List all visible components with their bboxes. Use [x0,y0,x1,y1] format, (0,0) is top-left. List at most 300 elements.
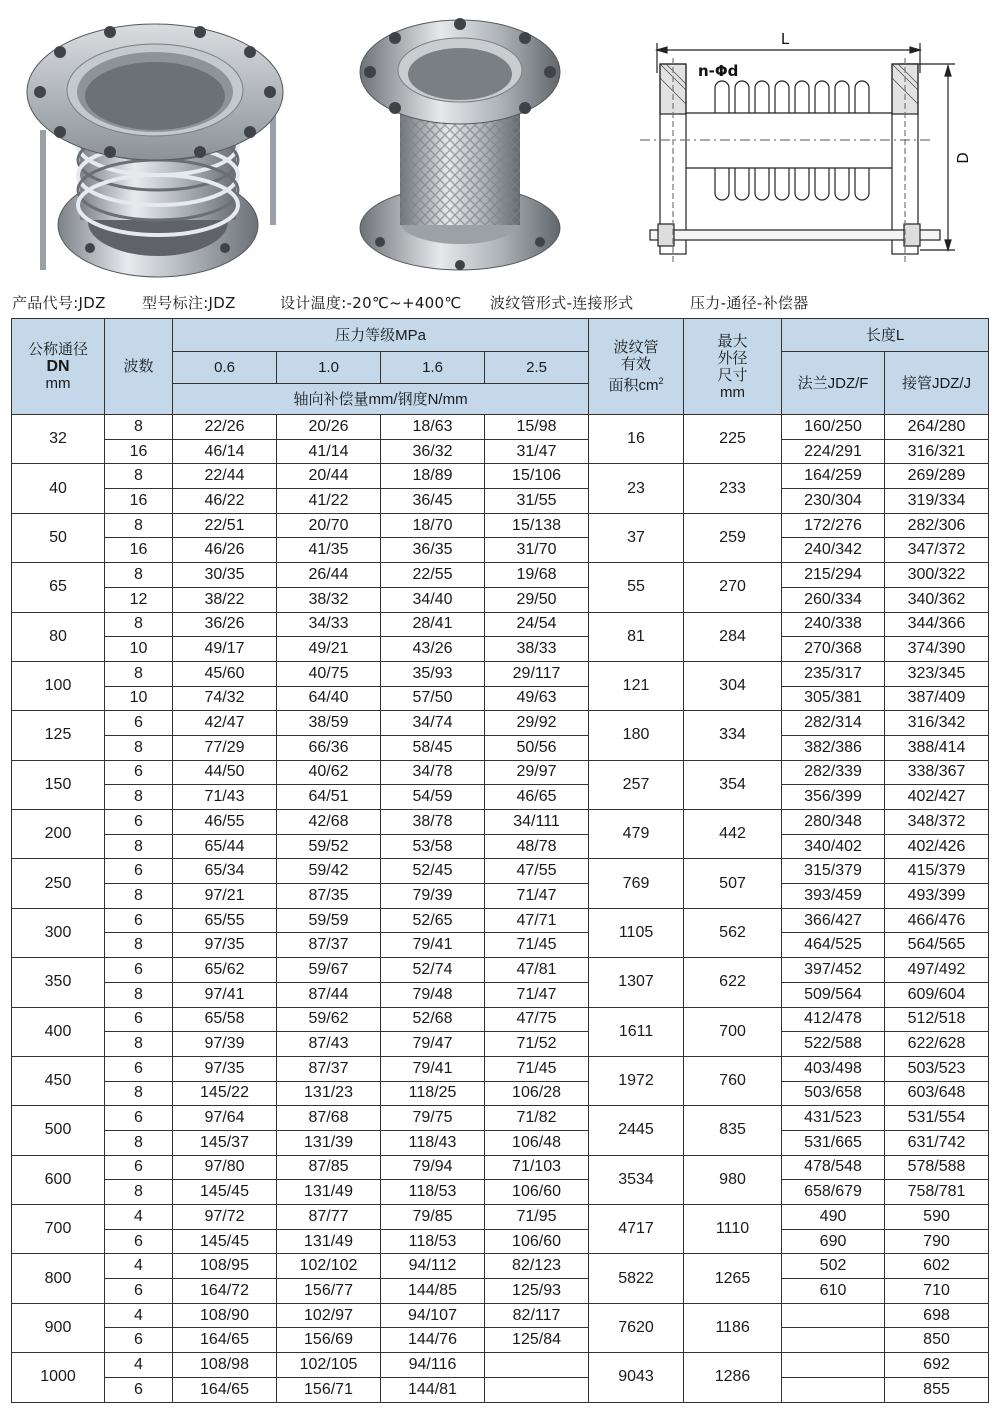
cell-compensation: 82/117 [485,1303,589,1328]
cell-length-pipe: 466/476 [885,908,989,933]
cell-compensation: 54/59 [381,785,485,810]
cell-compensation: 28/41 [381,612,485,637]
table-row [12,982,989,1007]
cell-length-flange: 240/342 [782,538,885,563]
cell-length-flange: 235/317 [782,661,885,686]
table-row [12,1130,989,1155]
table-row [12,513,989,538]
cell-length-pipe: 622/628 [885,1032,989,1057]
cell-length-flange: 522/588 [782,1032,885,1057]
cell-compensation: 71/47 [485,982,589,1007]
label-diameter-D: D [954,152,972,164]
cell-compensation: 145/45 [173,1180,277,1205]
cell-compensation: 102/105 [277,1353,381,1378]
cell-compensation: 97/64 [173,1106,277,1131]
table-row [12,711,989,736]
table-row [12,612,989,637]
table-row [12,834,989,859]
cell-compensation: 118/53 [381,1229,485,1254]
cell-waves: 6 [105,1056,173,1081]
cell-compensation: 24/54 [485,612,589,637]
cell-length-pipe: 374/390 [885,637,989,662]
cell-compensation: 94/116 [381,1353,485,1378]
cell-compensation: 36/45 [381,489,485,514]
header-pressure-2-5: 2.5 [485,352,589,384]
cell-compensation [485,1353,589,1378]
cell-compensation: 131/49 [277,1229,381,1254]
table-row [12,1106,989,1131]
table-row [12,1328,989,1353]
table-row [12,958,989,983]
cell-waves: 6 [105,1377,173,1402]
cell-waves: 8 [105,1130,173,1155]
header-pressure-group: 压力等级MPa [173,319,589,352]
cell-length-pipe: 316/321 [885,439,989,464]
cell-compensation: 97/39 [173,1032,277,1057]
cell-compensation: 42/68 [277,810,381,835]
table-row [12,464,989,489]
cell-effective-area: 769 [589,859,684,908]
cell-compensation: 49/21 [277,637,381,662]
cell-max-od: 304 [684,661,782,710]
cell-waves: 16 [105,489,173,514]
cell-max-od: 1286 [684,1353,782,1402]
table-row [12,661,989,686]
cell-length-pipe: 402/426 [885,834,989,859]
cell-dn: 700 [12,1205,105,1254]
cell-length-pipe: 402/427 [885,785,989,810]
cell-effective-area: 23 [589,464,684,513]
table-row [12,587,989,612]
cell-compensation: 48/78 [485,834,589,859]
cell-length-flange: 403/498 [782,1056,885,1081]
cell-length-pipe: 300/322 [885,563,989,588]
header-max-od: 最大 外径 尺寸 mm [684,319,782,415]
bellows-connection-form: 波纹管形式-连接形式 [490,294,634,312]
cell-compensation: 87/35 [277,884,381,909]
cell-effective-area: 81 [589,612,684,661]
cell-max-od: 334 [684,711,782,760]
table-row [12,785,989,810]
cell-length-flange: 531/665 [782,1130,885,1155]
cell-length-pipe: 387/409 [885,686,989,711]
cell-compensation: 38/59 [277,711,381,736]
cell-compensation: 65/62 [173,958,277,983]
table-row [12,1229,989,1254]
table-row [12,563,989,588]
cell-waves: 6 [105,958,173,983]
cell-compensation: 97/35 [173,1056,277,1081]
cell-max-od: 760 [684,1056,782,1105]
cell-dn: 65 [12,563,105,612]
cell-waves: 8 [105,513,173,538]
cell-length-flange: 224/291 [782,439,885,464]
cell-compensation: 71/103 [485,1155,589,1180]
cell-dn: 80 [12,612,105,661]
cell-dn: 500 [12,1106,105,1155]
cell-effective-area: 37 [589,513,684,562]
cell-compensation: 131/49 [277,1180,381,1205]
cell-dn: 125 [12,711,105,760]
cell-length-pipe: 564/565 [885,933,989,958]
cell-compensation: 46/65 [485,785,589,810]
cell-compensation: 38/22 [173,587,277,612]
spec-table [11,318,989,1403]
table-row [12,760,989,785]
cell-dn: 40 [12,464,105,513]
cell-compensation: 40/62 [277,760,381,785]
cell-compensation: 41/22 [277,489,381,514]
cell-compensation: 36/26 [173,612,277,637]
cell-compensation: 79/48 [381,982,485,1007]
table-row [12,1155,989,1180]
cell-length-flange: 658/679 [782,1180,885,1205]
cell-waves: 10 [105,637,173,662]
cell-compensation: 144/76 [381,1328,485,1353]
cell-compensation: 15/106 [485,464,589,489]
cell-length-flange: 282/339 [782,760,885,785]
technical-drawing [630,18,985,268]
cell-length-flange: 340/402 [782,834,885,859]
cell-waves: 6 [105,810,173,835]
cell-length-flange [782,1303,885,1328]
cell-compensation: 20/26 [277,415,381,440]
table-row [12,810,989,835]
cell-waves: 6 [105,1328,173,1353]
cell-compensation: 43/26 [381,637,485,662]
cell-compensation: 38/78 [381,810,485,835]
cell-waves: 8 [105,563,173,588]
cell-compensation: 52/65 [381,908,485,933]
cell-compensation: 59/67 [277,958,381,983]
cell-waves: 16 [105,439,173,464]
cell-compensation: 87/37 [277,933,381,958]
cell-length-pipe: 603/648 [885,1081,989,1106]
cell-compensation: 79/41 [381,1056,485,1081]
bellows-tie-rod-photo [10,10,290,285]
cell-length-pipe: 790 [885,1229,989,1254]
cell-length-pipe: 497/492 [885,958,989,983]
cell-compensation: 15/138 [485,513,589,538]
cell-compensation: 79/75 [381,1106,485,1131]
cell-compensation: 87/43 [277,1032,381,1057]
cell-waves: 8 [105,464,173,489]
cell-waves: 10 [105,686,173,711]
header-pressure-1-6: 1.6 [381,352,485,384]
cell-length-pipe: 631/742 [885,1130,989,1155]
cell-compensation: 77/29 [173,735,277,760]
cell-compensation: 47/71 [485,908,589,933]
cell-compensation: 47/81 [485,958,589,983]
cell-length-pipe: 348/372 [885,810,989,835]
cell-length-flange: 282/314 [782,711,885,736]
cell-compensation: 22/55 [381,563,485,588]
table-row [12,1056,989,1081]
cell-length-flange: 240/338 [782,612,885,637]
cell-length-flange: 366/427 [782,908,885,933]
table-row [12,489,989,514]
label-length-L: L [780,30,790,48]
table-row [12,1032,989,1057]
cell-compensation: 42/47 [173,711,277,736]
cell-compensation: 35/93 [381,661,485,686]
cell-dn: 800 [12,1254,105,1303]
cell-length-pipe: 503/523 [885,1056,989,1081]
cell-compensation: 36/32 [381,439,485,464]
table-row [12,884,989,909]
cell-compensation: 30/35 [173,563,277,588]
table-row [12,439,989,464]
cell-dn: 50 [12,513,105,562]
product-code: 产品代号:JDZ [12,294,106,312]
table-row [12,1303,989,1328]
cell-compensation: 87/77 [277,1205,381,1230]
cell-compensation: 46/14 [173,439,277,464]
cell-dn: 1000 [12,1353,105,1402]
cell-compensation: 79/94 [381,1155,485,1180]
cell-dn: 200 [12,810,105,859]
cell-waves: 6 [105,1279,173,1304]
cell-effective-area: 1105 [589,908,684,957]
cell-compensation: 79/41 [381,933,485,958]
cell-compensation: 87/68 [277,1106,381,1131]
cell-compensation: 59/59 [277,908,381,933]
cell-compensation: 34/74 [381,711,485,736]
cell-compensation: 52/45 [381,859,485,884]
cell-length-flange: 356/399 [782,785,885,810]
cell-length-flange: 397/452 [782,958,885,983]
cell-compensation: 22/26 [173,415,277,440]
cell-max-od: 225 [684,415,782,464]
cell-length-flange: 172/276 [782,513,885,538]
cell-compensation: 108/98 [173,1353,277,1378]
cell-length-flange: 502 [782,1254,885,1279]
cell-length-pipe: 415/379 [885,859,989,884]
cell-compensation: 47/55 [485,859,589,884]
cell-compensation: 19/68 [485,563,589,588]
cell-compensation: 71/95 [485,1205,589,1230]
table-row [12,415,989,440]
cell-compensation: 97/80 [173,1155,277,1180]
cell-max-od: 562 [684,908,782,957]
cell-length-flange: 315/379 [782,859,885,884]
cell-waves: 6 [105,1229,173,1254]
cell-compensation: 22/44 [173,464,277,489]
cell-length-flange: 431/523 [782,1106,885,1131]
cell-compensation: 64/51 [277,785,381,810]
cell-dn: 450 [12,1056,105,1105]
cell-compensation: 44/50 [173,760,277,785]
cell-waves: 6 [105,908,173,933]
cell-compensation: 57/50 [381,686,485,711]
cell-compensation: 49/63 [485,686,589,711]
table-row [12,1353,989,1378]
table-row [12,859,989,884]
cell-compensation: 20/70 [277,513,381,538]
cell-compensation: 34/40 [381,587,485,612]
cell-max-od: 284 [684,612,782,661]
cell-length-flange: 230/304 [782,489,885,514]
cell-length-pipe: 493/399 [885,884,989,909]
cell-compensation: 31/55 [485,489,589,514]
cell-length-flange: 215/294 [782,563,885,588]
table-row [12,1180,989,1205]
cell-length-flange: 305/381 [782,686,885,711]
cell-compensation: 31/70 [485,538,589,563]
cell-compensation: 118/25 [381,1081,485,1106]
cell-length-flange: 393/459 [782,884,885,909]
cell-length-flange: 478/548 [782,1155,885,1180]
cell-length-pipe: 269/289 [885,464,989,489]
cell-effective-area: 2445 [589,1106,684,1155]
cell-compensation: 53/58 [381,834,485,859]
cell-waves: 6 [105,711,173,736]
table-row [12,735,989,760]
cell-compensation: 144/85 [381,1279,485,1304]
cell-waves: 8 [105,612,173,637]
cell-compensation: 106/48 [485,1130,589,1155]
cell-waves: 8 [105,661,173,686]
cell-compensation: 65/44 [173,834,277,859]
cell-compensation: 106/60 [485,1180,589,1205]
cell-max-od: 270 [684,563,782,612]
cell-compensation: 79/85 [381,1205,485,1230]
cell-max-od: 1110 [684,1205,782,1254]
cell-compensation: 26/44 [277,563,381,588]
cell-compensation: 125/84 [485,1328,589,1353]
table-row [12,933,989,958]
table-row [12,1205,989,1230]
cell-waves: 6 [105,760,173,785]
header-length-pipe: 接管JDZ/J [885,352,989,415]
cell-compensation: 34/33 [277,612,381,637]
cell-compensation: 97/21 [173,884,277,909]
label-bolt-holes: n-Φd [698,62,739,80]
cell-length-flange: 160/250 [782,415,885,440]
cell-length-flange: 690 [782,1229,885,1254]
cell-compensation: 46/22 [173,489,277,514]
cell-length-flange: 464/525 [782,933,885,958]
cell-compensation: 34/78 [381,760,485,785]
table-row [12,1377,989,1402]
cell-dn: 100 [12,661,105,710]
cell-compensation: 59/62 [277,1007,381,1032]
cell-compensation: 82/123 [485,1254,589,1279]
cell-length-pipe: 698 [885,1303,989,1328]
cell-length-flange: 260/334 [782,587,885,612]
cell-effective-area: 479 [589,810,684,859]
table-row [12,1007,989,1032]
cell-length-flange [782,1328,885,1353]
cell-max-od: 507 [684,859,782,908]
cell-compensation: 58/45 [381,735,485,760]
cell-length-pipe: 609/604 [885,982,989,1007]
cell-compensation: 52/68 [381,1007,485,1032]
cell-effective-area: 3534 [589,1155,684,1204]
cell-length-pipe: 602 [885,1254,989,1279]
cell-length-pipe: 692 [885,1353,989,1378]
cell-waves: 8 [105,1032,173,1057]
cell-compensation: 79/39 [381,884,485,909]
cell-max-od: 1265 [684,1254,782,1303]
cell-compensation: 144/81 [381,1377,485,1402]
cell-compensation: 164/65 [173,1328,277,1353]
cell-effective-area: 1972 [589,1056,684,1105]
cell-length-flange [782,1377,885,1402]
header-pressure-0-6: 0.6 [173,352,277,384]
cell-waves: 8 [105,834,173,859]
cell-max-od: 354 [684,760,782,809]
cell-compensation: 29/50 [485,587,589,612]
cell-length-pipe: 512/518 [885,1007,989,1032]
cell-compensation: 71/52 [485,1032,589,1057]
cell-compensation: 102/97 [277,1303,381,1328]
cell-compensation: 87/85 [277,1155,381,1180]
header-length-flange: 法兰JDZ/F [782,352,885,415]
cell-compensation: 46/26 [173,538,277,563]
cell-effective-area: 16 [589,415,684,464]
cell-effective-area: 1307 [589,958,684,1007]
cell-max-od: 233 [684,464,782,513]
cell-compensation: 102/102 [277,1254,381,1279]
cell-dn: 300 [12,908,105,957]
cell-compensation: 145/45 [173,1229,277,1254]
cell-length-pipe: 344/366 [885,612,989,637]
cell-waves: 6 [105,859,173,884]
cell-dn: 150 [12,760,105,809]
cell-dn: 900 [12,1303,105,1352]
cell-waves: 12 [105,587,173,612]
cell-length-pipe: 323/345 [885,661,989,686]
table-row [12,686,989,711]
cell-compensation: 125/93 [485,1279,589,1304]
cell-compensation: 65/58 [173,1007,277,1032]
cell-compensation: 45/60 [173,661,277,686]
cell-compensation: 71/45 [485,933,589,958]
cell-length-pipe: 338/367 [885,760,989,785]
design-temperature: 设计温度:-20℃~+400℃ [280,294,462,312]
cell-effective-area: 180 [589,711,684,760]
cell-compensation: 87/44 [277,982,381,1007]
cell-waves: 8 [105,982,173,1007]
cell-length-flange: 164/259 [782,464,885,489]
cell-compensation: 131/23 [277,1081,381,1106]
cell-effective-area: 7620 [589,1303,684,1352]
cell-compensation: 20/44 [277,464,381,489]
cell-length-flange: 490 [782,1205,885,1230]
cell-max-od: 980 [684,1155,782,1204]
cell-compensation: 36/35 [381,538,485,563]
cell-compensation: 71/47 [485,884,589,909]
cell-compensation: 49/17 [173,637,277,662]
cell-compensation: 15/98 [485,415,589,440]
model-marking: 型号标注:JDZ [142,294,236,312]
cell-compensation: 22/51 [173,513,277,538]
cell-length-pipe: 590 [885,1205,989,1230]
cell-compensation: 145/37 [173,1130,277,1155]
header-waves: 波数 [105,319,173,415]
cell-dn: 400 [12,1007,105,1056]
cell-waves: 8 [105,415,173,440]
cell-compensation: 97/35 [173,933,277,958]
cell-length-pipe: 758/781 [885,1180,989,1205]
cell-compensation: 64/40 [277,686,381,711]
cell-length-flange: 412/478 [782,1007,885,1032]
cell-effective-area: 9043 [589,1353,684,1402]
cell-length-pipe: 855 [885,1377,989,1402]
cell-compensation: 106/28 [485,1081,589,1106]
table-row [12,1081,989,1106]
